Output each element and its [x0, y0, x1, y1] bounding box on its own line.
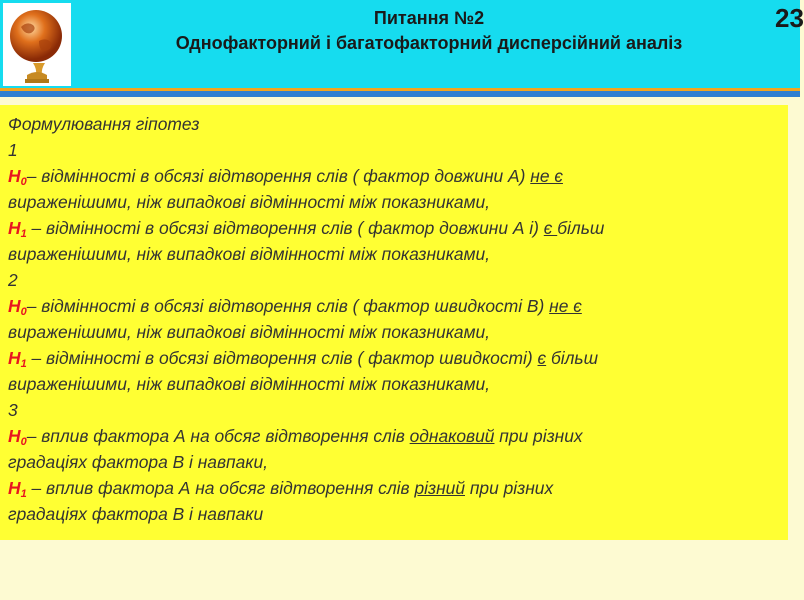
hypotheses-heading: Формулювання гіпотез [8, 114, 200, 134]
hypothesis-line: вираженішими, ніж випадкові відмінності між показниками, [8, 244, 491, 264]
h1-label: $H_1$ [8, 348, 27, 370]
slide-header [0, 0, 804, 88]
globe-logo [3, 3, 71, 86]
hypotheses-text [8, 111, 784, 527]
hypothesis-line: $H_0-$ вплив фактора А на обсяг відтворення слів однаковий при різних [8, 426, 583, 448]
hypothesis-line: вираженішими, ніж випадкові відмінності між показниками, [8, 374, 491, 394]
h0-label: $H_0$ [8, 426, 27, 448]
item-number-2: 2 [8, 270, 18, 290]
item-number-1: 1 [8, 140, 18, 160]
hypothesis-line: $H_1$ – відмінності в обсязі відтворення слів ( фактор швидкості) є більш [8, 348, 599, 370]
h0-label: $H_0$ [8, 166, 27, 188]
h1-label: $H_1$ [8, 218, 27, 240]
hypothesis-line: градаціях фактора В і навпаки, [8, 452, 268, 472]
hypothesis-line: $H_0-$ відмінності в обсязі відтворення слів ( фактор довжини А) не є [8, 166, 563, 188]
hypothesis-line: градаціях фактора В і навпаки [8, 504, 264, 524]
page-number: 23 [775, 3, 804, 33]
hypotheses-panel [0, 105, 788, 540]
globe-icon [3, 3, 71, 86]
h0-label: $H_0$ [8, 296, 27, 318]
hypothesis-line: $H_1$ – відмінності в обсязі відтворення слів ( фактор довжини А і) є більш [8, 218, 605, 240]
slide-title [72, 6, 786, 56]
hypothesis-line: $H_1$ – вплив фактора А на обсяг відтворення слів різний при різних [8, 478, 554, 500]
title-line-1: Питання №2 [373, 8, 485, 28]
title-line-2: Однофакторний і багатофакторний дисперсійний аналіз [175, 33, 683, 53]
hypothesis-line: вираженішими, ніж випадкові відмінності між показниками, [8, 322, 491, 342]
hypothesis-line: вираженішими, ніж випадкові відмінності між показниками, [8, 192, 491, 212]
item-number-3: 3 [8, 400, 18, 420]
hypothesis-line: $H_0-$ відмінності в обсязі відтворення слів ( фактор швидкості В) не є [8, 296, 582, 318]
header-divider-blue [0, 91, 800, 97]
h1-label: $H_1$ [8, 478, 27, 500]
